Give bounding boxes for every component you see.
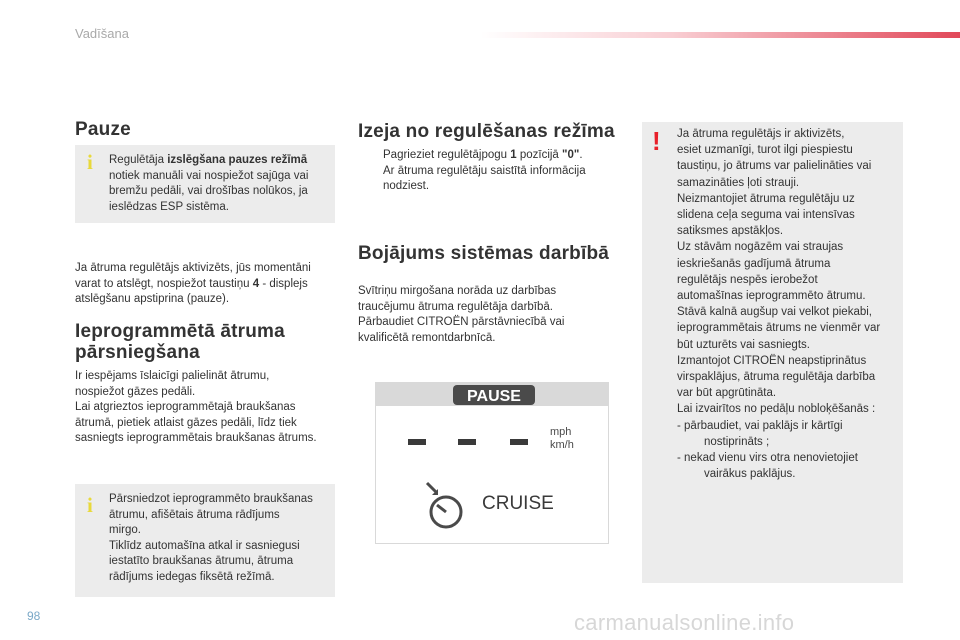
unit-kmh: km/h <box>550 439 574 451</box>
paragraph-malfunction: Svītriņu mirgošana norāda uz darbības traucējumu ātruma regulētāja darbībā. Pārbaudiet CITROËN pārstāvniecībā vai kvalificētā remontdarbnīcā. <box>358 285 565 344</box>
list-item: - nekad vienu virs otra nenovietojiet <box>677 452 858 465</box>
list-item: - pārbaudiet, vai paklājs ir kārtīgi <box>677 419 843 432</box>
header-accent-bar <box>480 32 960 38</box>
heading-malfunction: Bojājums sistēmas darbībā <box>358 243 610 264</box>
dash-3 <box>510 439 528 445</box>
dash-1 <box>408 439 426 445</box>
info-text-pause: Regulētāja izslēgšana pauzes režīmā notiek manuāli vai nospiežot sajūga vai bremžu pedāli, vai drošības nolūkos, ja ieslēdzas ESP sistēma. <box>109 154 309 213</box>
heading-pauze: Pauze <box>75 119 131 140</box>
info-icon: i <box>87 150 93 174</box>
page-number: 98 <box>27 609 41 623</box>
watermark: carmanualsonline.info <box>574 610 795 635</box>
paragraph-overspeed: Ir iespējams īslaicīgi palielināt ātrumu, nospiežot gāzes pedāli. Lai atgrieztos ieprogrammētajā braukšanas ātrumā, pietiek atlaist gāzes pedāli, līdz tiek sasniegts ieprogrammētais braukšanas ātrums. <box>75 370 317 444</box>
dash-2 <box>458 439 476 445</box>
warning-icon: ! <box>652 126 661 156</box>
cruise-control-display <box>374 381 610 545</box>
pause-label: PAUSE <box>467 388 521 405</box>
paragraph-pause: Ja ātruma regulētājs aktivizēts, jūs momentāni varat to atslēgt, nospiežot taustiņu 4 - displejs atslēgšanu apstiprina (pauze). <box>75 262 311 305</box>
list-item-cont: nostiprināts ; <box>704 435 770 448</box>
unit-mph: mph <box>550 426 572 438</box>
section-title: Vadīšana <box>75 26 129 41</box>
cruise-label: CRUISE <box>482 493 554 514</box>
warning-text: Ja ātruma regulētājs ir aktivizēts, esiet uzmanīgi, turot ilgi piespiestu taustiņu, jo ātrums var palielināties vai samazināties ļoti strauji. Neizmantojiet ātruma regulētāju uz slidena ceļa seguma vai intensīvas satiksmes apstākļos. Uz stāvām nogāzēm vai straujas ieskriešanās gadījumā ātruma regulētājs nespēs ierobežot automašīnas ieprogrammēto ātrumu. Stāvā kalnā augšup vai velkot piekabi, ieprogrammētais ātrums ne vienmēr var būt uzturēts vai sasniegts. Izmantojot CITROËN neapstiprinātus virspaklājus, ātruma regulētāja darbība var būt apgrūtināta. Lai izvairītos no pedāļu nobloķēšanās : - pārbaudiet, vai paklājs ir kārtīgi nostiprināts ; - nekad vienu virs otra nenovietojiet vairākus paklājus. <box>677 126 899 482</box>
info-icon: i <box>87 493 93 517</box>
list-item-cont: vairākus paklājus. <box>704 468 796 481</box>
heading-exit-mode: Izeja no regulēšanas režīma <box>358 121 615 142</box>
paragraph-exit-mode: Pagrieziet regulētājpogu 1 pozīcijā "0". Ar ātruma regulētāju saistītā informācija nodziest. <box>383 149 586 192</box>
heading-overspeed: Ieprogrammētā ātruma pārsniegšana <box>75 321 285 363</box>
info-text-overspeed: Pārsniedzot ieprogrammēto braukšanas ātrumu, afišētais ātruma rādījums mirgo. Tiklīdz automašīna atkal ir sasniegusi iestatīto braukšanas ātrumu, ātruma rādījums iedegas fiksētā režīmā. <box>109 493 313 583</box>
